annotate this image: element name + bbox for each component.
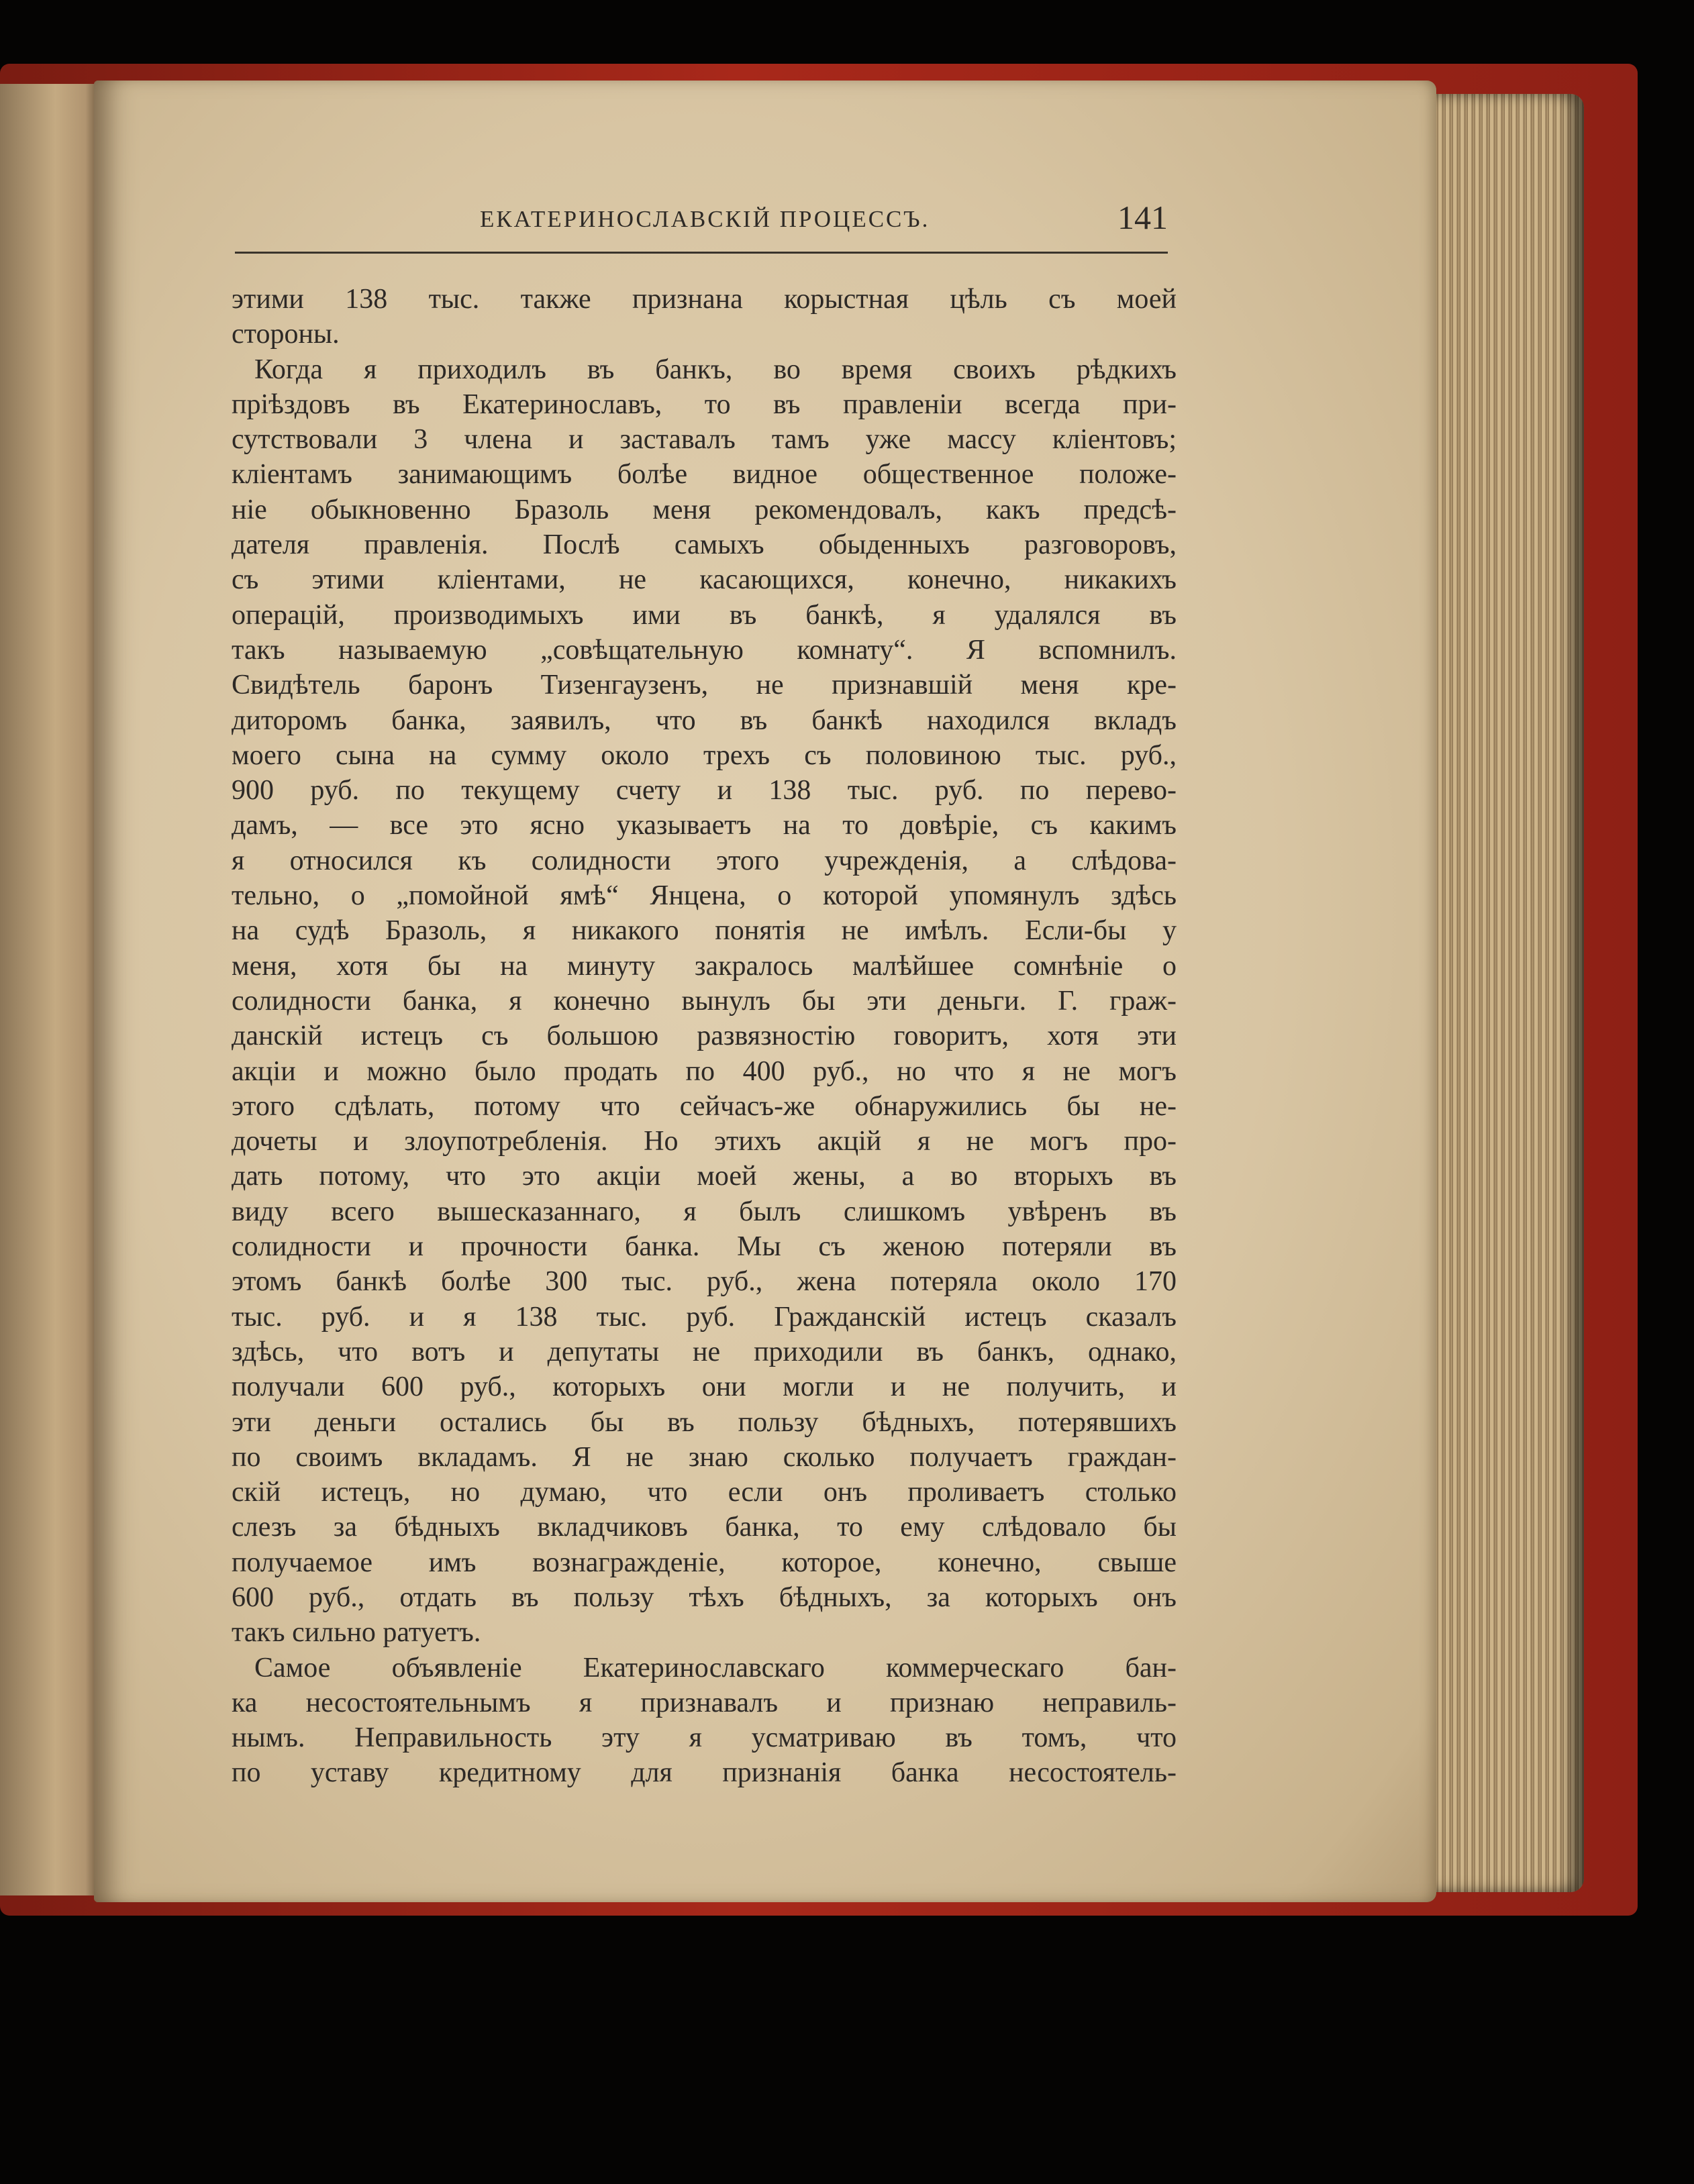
running-title: ЕКАТЕРИНОСЛАВСКІЙ ПРОЦЕССЪ. [480,206,930,232]
text-line: солидности и прочности банка. Мы съ женою потеряли въ [232,1231,1177,1263]
left-page-edge [0,84,101,1895]
text-line: скій истецъ, но думаю, что если онъ проливаетъ столько [232,1477,1177,1508]
text-line: нымъ. Неправильность эту я усматриваю въ томъ, что [232,1722,1177,1754]
text-line: съ этими кліентами, не касающихся, конечно, никакихъ [232,564,1177,596]
text-line: здѣсь, что вотъ и депутаты не приходили въ банкъ, однако, [232,1336,1177,1367]
text-line: моего сына на сумму около трехъ съ половиною тыс. руб., [232,739,1177,771]
text-line: этого сдѣлать, потому что сейчасъ-же обнаружились бы не- [232,1090,1177,1122]
text-line: пріѣздовъ въ Екатеринославъ, то въ правленіи всегда при- [232,388,1177,420]
text-line: этими 138 тыс. также признана корыстная цѣль съ моей [232,284,1177,315]
text-line: тельно, о „помойной ямѣ“ Янцена, о которой упомянулъ здѣсь [232,880,1177,912]
page-header [235,198,1168,252]
text-line: сутствовали 3 члена и заставалъ тамъ уже массу кліентовъ; [232,424,1177,456]
text-line: ка несостоятельнымъ я признавалъ и признаю неправиль- [232,1687,1177,1718]
text-line: кліентамъ занимающимъ болѣе видное общественное положе- [232,459,1177,490]
text-line: я относился къ солидности этого учрежденія, а слѣдова- [232,845,1177,876]
text-line: Свидѣтель баронъ Тизенгаузенъ, не признавшій меня кре- [232,670,1177,701]
text-line: дамъ, — все это ясно указываетъ на то довѣріе, съ какимъ [232,810,1177,841]
text-line: эти деньги остались бы въ пользу бѣдныхъ, потерявшихъ [232,1406,1177,1438]
header-rule [235,252,1168,254]
page-number: 141 [1117,199,1168,236]
text-line: дать потому, что это акціи моей жены, а во вторыхъ въ [232,1161,1177,1192]
text-line: виду всего вышесказаннаго, я былъ слишкомъ увѣренъ въ [232,1196,1177,1227]
text-line: дателя правленія. Послѣ самыхъ обыденныхъ разговоровъ, [232,529,1177,561]
text-line: ніе обыкновенно Бразоль меня рекомендовалъ, какъ предсѣ- [232,494,1177,525]
text-line: на судѣ Бразоль, я никакого понятія не имѣлъ. Если-бы у [232,915,1177,947]
text-line: стороны. [232,319,340,350]
text-line: меня, хотя бы на минуту закралось малѣйшее сомнѣніе о [232,950,1177,982]
text-line: дочеты и злоупотребленія. Но этихъ акцій я не могъ про- [232,1126,1177,1157]
text-line: получали 600 руб., которыхъ они могли и не получить, и [232,1371,1177,1403]
text-line: 600 руб., отдать въ пользу тѣхъ бѣдныхъ, за которыхъ онъ [232,1581,1177,1613]
text-line: Когда я приходилъ въ банкъ, во время своихъ рѣдкихъ [254,354,1177,385]
text-line: тыс. руб. и я 138 тыс. руб. Гражданскій истецъ сказалъ [232,1301,1177,1333]
text-line: диторомъ банка, заявилъ, что въ банкѣ находился вкладъ [232,705,1177,736]
text-line: акціи и можно было продать по 400 руб., но что я не могъ [232,1055,1177,1087]
text-line: Самое объявленіе Екатеринославскаго коммерческаго бан- [254,1652,1177,1683]
text-line: операцій, производимыхъ ими въ банкѣ, я удалялся въ [232,599,1177,631]
page-block-edges [1416,94,1584,1892]
body-text [232,282,1177,1791]
text-line: по уставу кредитному для признанія банка несостоятель- [232,1757,1177,1789]
text-line: получаемое имъ вознагражденіе, которое, конечно, свыше [232,1547,1177,1578]
text-line: такъ сильно ратуетъ. [232,1617,481,1649]
text-line: этомъ банкѣ болѣе 300 тыс. руб., жена потеряла около 170 [232,1266,1177,1298]
text-line: солидности банка, я конечно вынулъ бы эти деньги. Г. граж- [232,985,1177,1017]
text-line: 900 руб. по текущему счету и 138 тыс. руб. по перево- [232,775,1177,807]
text-line: данскій истецъ съ большою развязностію говоритъ, хотя эти [232,1021,1177,1052]
text-line: такъ называемую „совѣщательную комнату“. Я вспомнилъ. [232,634,1177,666]
text-line: по своимъ вкладамъ. Я не знаю сколько получаетъ граждан- [232,1441,1177,1473]
text-line: слезъ за бѣдныхъ вкладчиковъ банка, то ему слѣдовало бы [232,1512,1177,1543]
